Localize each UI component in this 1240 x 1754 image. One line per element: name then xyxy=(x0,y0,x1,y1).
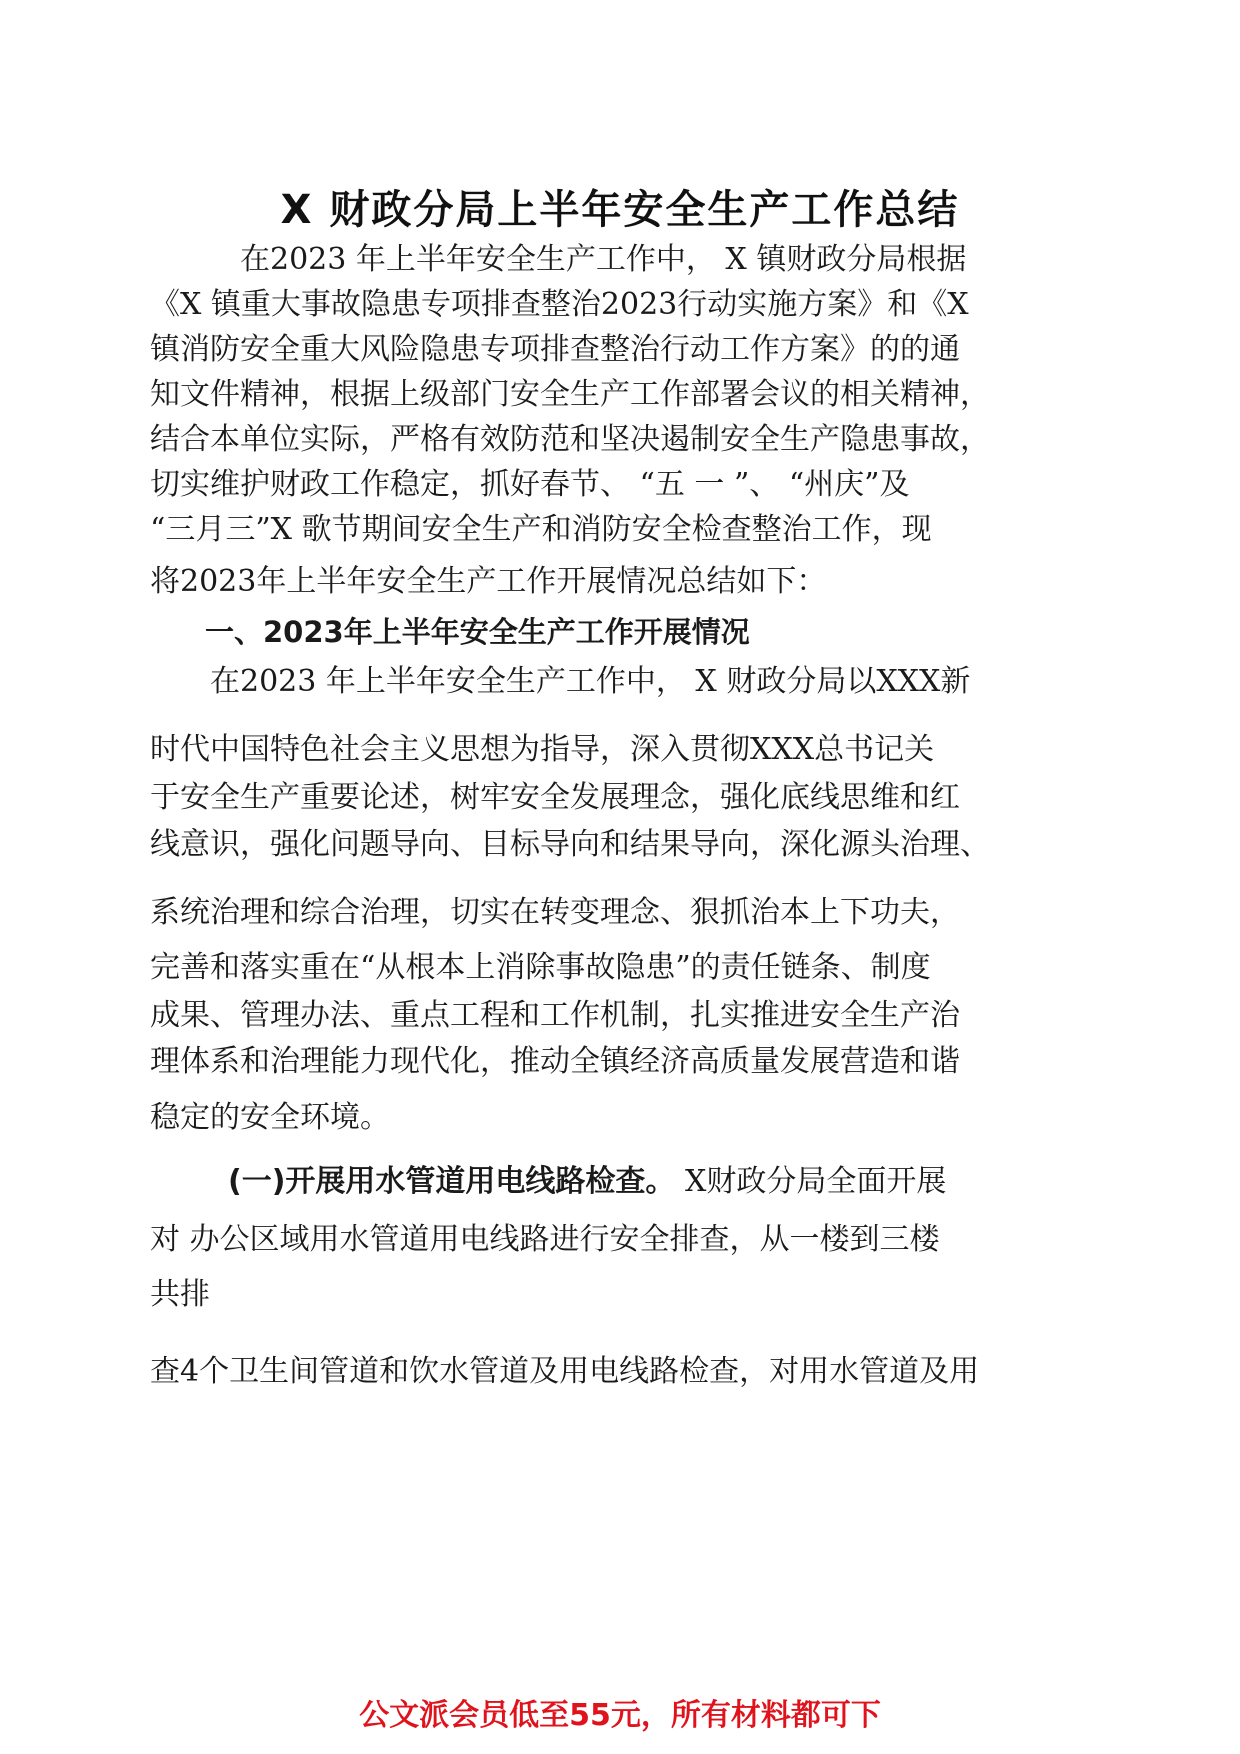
subsection-line-2: 对 办公区域用水管道用电线路进行安全排查，从一楼到三楼 xyxy=(150,1222,940,1257)
intro-line-8: 将2023年上半年安全生产工作开展情况总结如下： xyxy=(150,564,827,599)
section-line-5: 系统治理和综合治理，切实在转变理念、狠抓治本上下功夫， xyxy=(150,895,960,930)
intro-line-2: 《X 镇重大事故隐患专项排查整治2023行动实施方案》和《X xyxy=(150,287,969,322)
section-line-3: 于安全生产重要论述，树牢安全发展理念，强化底线思维和红 xyxy=(150,780,960,815)
section-line-6: 完善和落实重在“从根本上消除事故隐患”的责任链条、制度 xyxy=(150,950,931,985)
document-title: X 财政分局上半年安全生产工作总结 xyxy=(280,187,960,233)
section-line-4: 线意识，强化问题导向、目标导向和结果导向，深化源头治理、 xyxy=(150,827,990,862)
section-line-9: 稳定的安全环境。 xyxy=(150,1100,390,1135)
intro-line-6: 切实维护财政工作稳定，抓好春节、 “五 一 ”、 “州庆”及 xyxy=(150,467,910,502)
intro-line-1: 在2023 年上半年安全生产工作中， X 镇财政分局根据 xyxy=(240,242,967,277)
intro-line-7: “三月三”X 歌节期间安全生产和消防安全检查整治工作，现 xyxy=(150,512,932,547)
section-line-2: 时代中国特色社会主义思想为指导，深入贯彻XXX总书记关 xyxy=(150,732,935,767)
subsection-line-4: 查4个卫生间管道和饮水管道及用电线路检查，对用水管道及用 xyxy=(150,1354,980,1389)
intro-line-3: 镇消防安全重大风险隐患专项排查整治行动工作方案》的的通 xyxy=(150,332,960,367)
section-line-1: 在2023 年上半年安全生产工作中， X 财政分局以XXX新 xyxy=(210,664,971,699)
promo-footer: 公文派会员低至55元，所有材料都可下 xyxy=(359,1698,881,1733)
section-line-8: 理体系和治理能力现代化，推动全镇经济高质量发展营造和谐 xyxy=(150,1044,960,1079)
subsection-heading: (一)开展用水管道用电线路检查。 xyxy=(228,1164,676,1199)
subsection-line-3: 共排 xyxy=(150,1277,210,1312)
subsection-first-rest: X财政分局全面开展 xyxy=(675,1164,947,1199)
section-line-7: 成果、管理办法、重点工程和工作机制，扎实推进安全生产治 xyxy=(150,998,960,1033)
intro-line-5: 结合本单位实际，严格有效防范和坚决遏制安全生产隐患事故， xyxy=(150,422,990,457)
subsection-first-line xyxy=(228,1162,946,1202)
intro-line-4: 知文件精神，根据上级部门安全生产工作部署会议的相关精神， xyxy=(150,377,990,412)
section-heading: 一、2023年上半年安全生产工作开展情况 xyxy=(205,615,750,649)
